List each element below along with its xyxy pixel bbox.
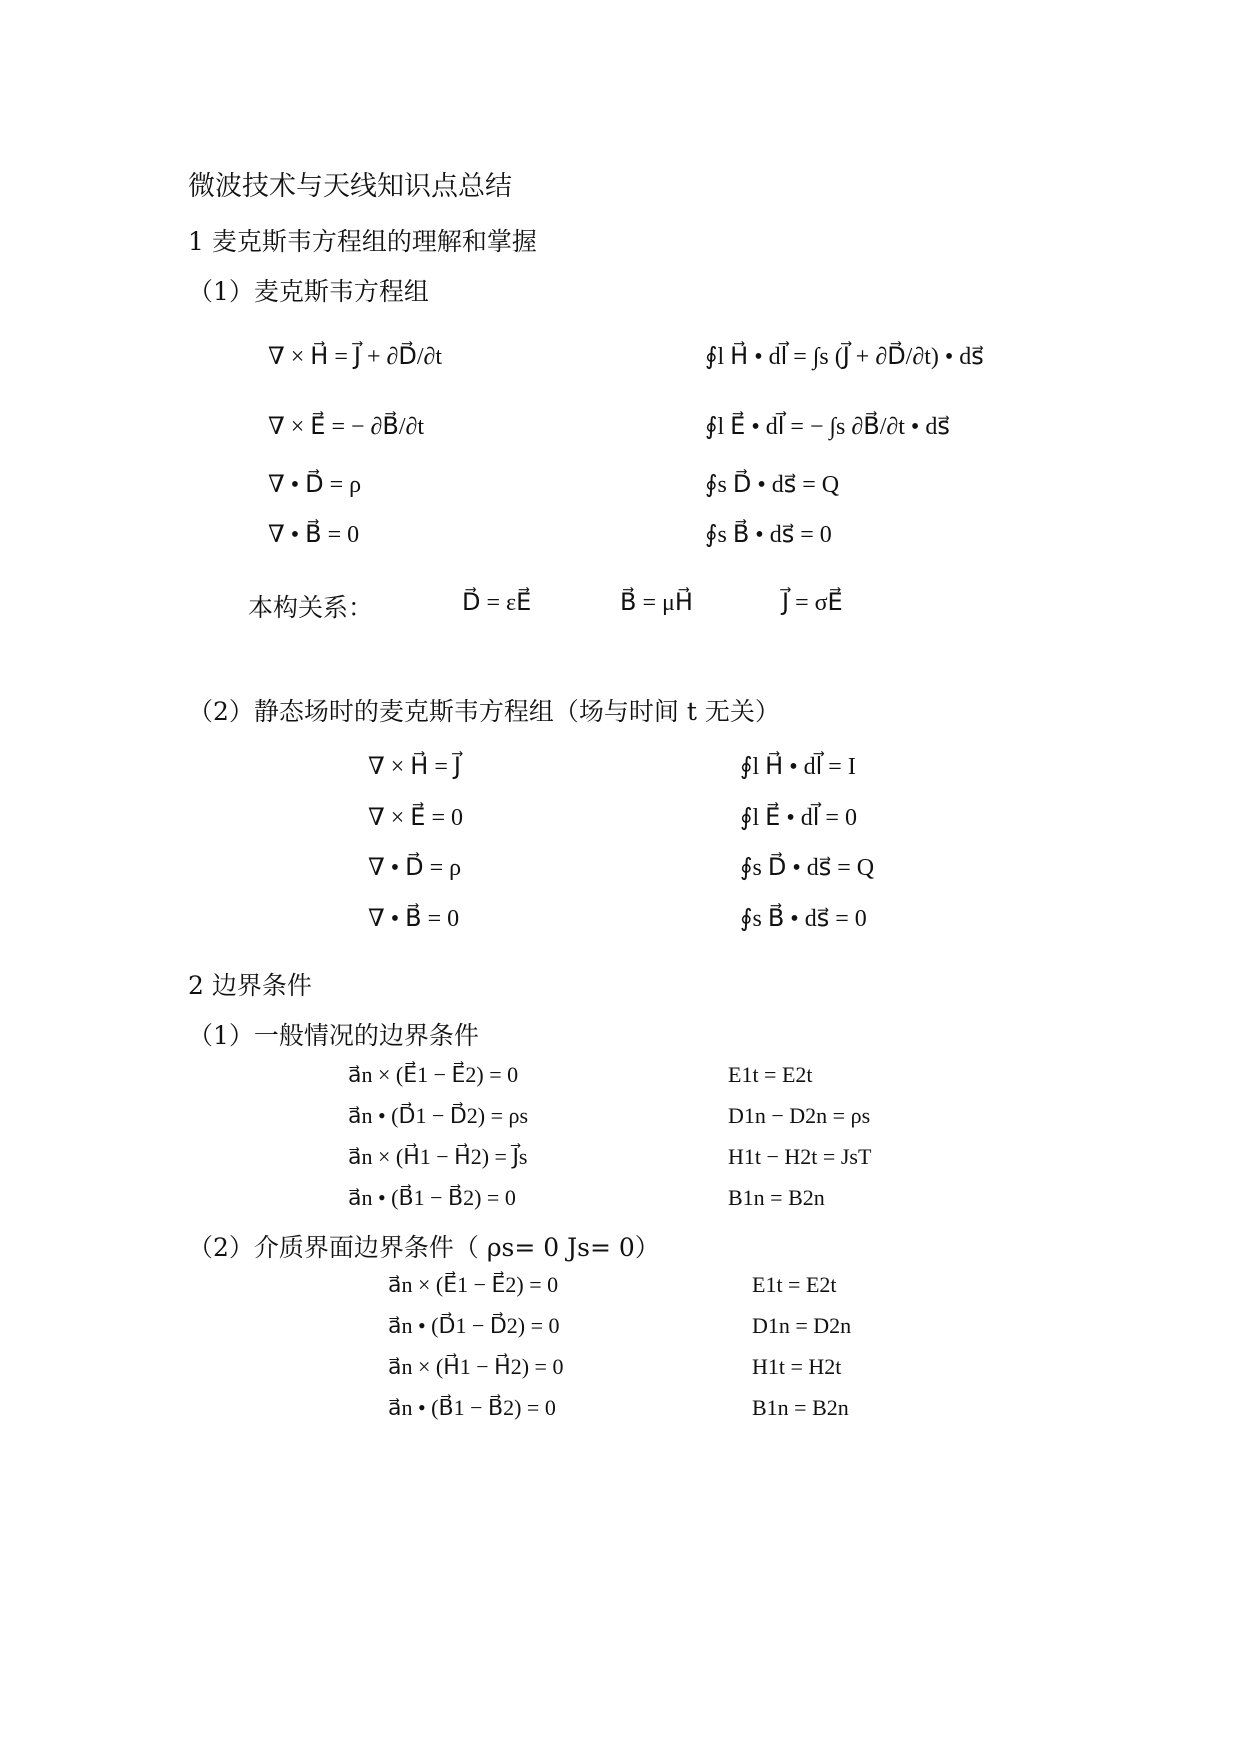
- maxwell-int-eq-3: ∮s D⃗ • ds⃗ = Q: [705, 472, 840, 498]
- dielectric-bc-right-2: D1n = D2n: [752, 1313, 852, 1338]
- document-title: 微波技术与天线知识点总结: [188, 171, 512, 202]
- static-diff-eq-2: ∇ × E⃗ = 0: [368, 805, 463, 831]
- general-bc-right-1: E1t = E2t: [728, 1062, 813, 1087]
- constitutive-eq-3: J⃗ = σE⃗: [782, 590, 843, 616]
- section2-heading: 2 边界条件: [188, 971, 312, 1000]
- dielectric-bc-left-4: a⃗n • (B⃗1 − B⃗2) = 0: [388, 1395, 556, 1420]
- section1-sub1-label: （1）麦克斯韦方程组: [188, 277, 429, 306]
- static-int-eq-2: ∮l E⃗ • dl⃗ = 0: [740, 805, 857, 831]
- section1-heading: 1 麦克斯韦方程组的理解和掌握: [188, 227, 537, 256]
- constitutive-eq-1: D⃗ = εE⃗: [462, 590, 532, 616]
- maxwell-int-eq-1: ∮l H⃗ • dl⃗ = ∫s (J⃗ + ∂D⃗/∂t) • ds⃗: [705, 344, 984, 370]
- maxwell-diff-eq-4: ∇ • B⃗ = 0: [268, 522, 360, 548]
- static-diff-eq-4: ∇ • B⃗ = 0: [368, 906, 460, 932]
- dielectric-bc-right-3: H1t = H2t: [752, 1354, 842, 1379]
- dielectric-bc-right-1: E1t = E2t: [752, 1272, 837, 1297]
- maxwell-int-eq-4: ∮s B⃗ • ds⃗ = 0: [705, 522, 832, 548]
- general-bc-left-1: a⃗n × (E⃗1 − E⃗2) = 0: [348, 1062, 519, 1087]
- maxwell-diff-eq-2: ∇ × E⃗ = − ∂B⃗/∂t: [268, 414, 425, 440]
- static-diff-eq-3: ∇ • D⃗ = ρ: [368, 855, 462, 881]
- dielectric-bc-left-2: a⃗n • (D⃗1 − D⃗2) = 0: [388, 1313, 560, 1338]
- dielectric-bc-right-4: B1n = B2n: [752, 1395, 849, 1420]
- general-bc-right-4: B1n = B2n: [728, 1185, 825, 1210]
- general-bc-left-2: a⃗n • (D⃗1 − D⃗2) = ρs: [348, 1103, 529, 1128]
- constitutive-label: 本构关系：: [248, 593, 374, 622]
- general-bc-right-3: H1t − H2t = JsT: [728, 1144, 872, 1169]
- section2-sub1-label: （1）一般情况的边界条件: [188, 1021, 479, 1050]
- constitutive-eq-2: B⃗ = μH⃗: [620, 590, 693, 616]
- maxwell-diff-eq-1: ∇ × H⃗ = J⃗ + ∂D⃗/∂t: [268, 344, 443, 370]
- dielectric-bc-left-1: a⃗n × (E⃗1 − E⃗2) = 0: [388, 1272, 559, 1297]
- general-bc-right-2: D1n − D2n = ρs: [728, 1103, 871, 1128]
- general-bc-left-4: a⃗n • (B⃗1 − B⃗2) = 0: [348, 1185, 516, 1210]
- static-int-eq-1: ∮l H⃗ • dl⃗ = I: [740, 754, 856, 780]
- general-bc-left-3: a⃗n × (H⃗1 − H⃗2) = J⃗s: [348, 1144, 528, 1169]
- dielectric-bc-left-3: a⃗n × (H⃗1 − H⃗2) = 0: [388, 1354, 564, 1379]
- maxwell-int-eq-2: ∮l E⃗ • dl⃗ = − ∫s ∂B⃗/∂t • ds⃗: [705, 414, 950, 440]
- section1-sub2-label: （2）静态场时的麦克斯韦方程组（场与时间 t 无关）: [188, 697, 780, 726]
- static-int-eq-4: ∮s B⃗ • ds⃗ = 0: [740, 906, 867, 932]
- static-int-eq-3: ∮s D⃗ • ds⃗ = Q: [740, 855, 875, 881]
- static-diff-eq-1: ∇ × H⃗ = J⃗: [368, 754, 461, 780]
- section2-sub2-label: （2）介质界面边界条件（ ρs= 0 Js= 0）: [188, 1233, 660, 1262]
- maxwell-diff-eq-3: ∇ • D⃗ = ρ: [268, 472, 362, 498]
